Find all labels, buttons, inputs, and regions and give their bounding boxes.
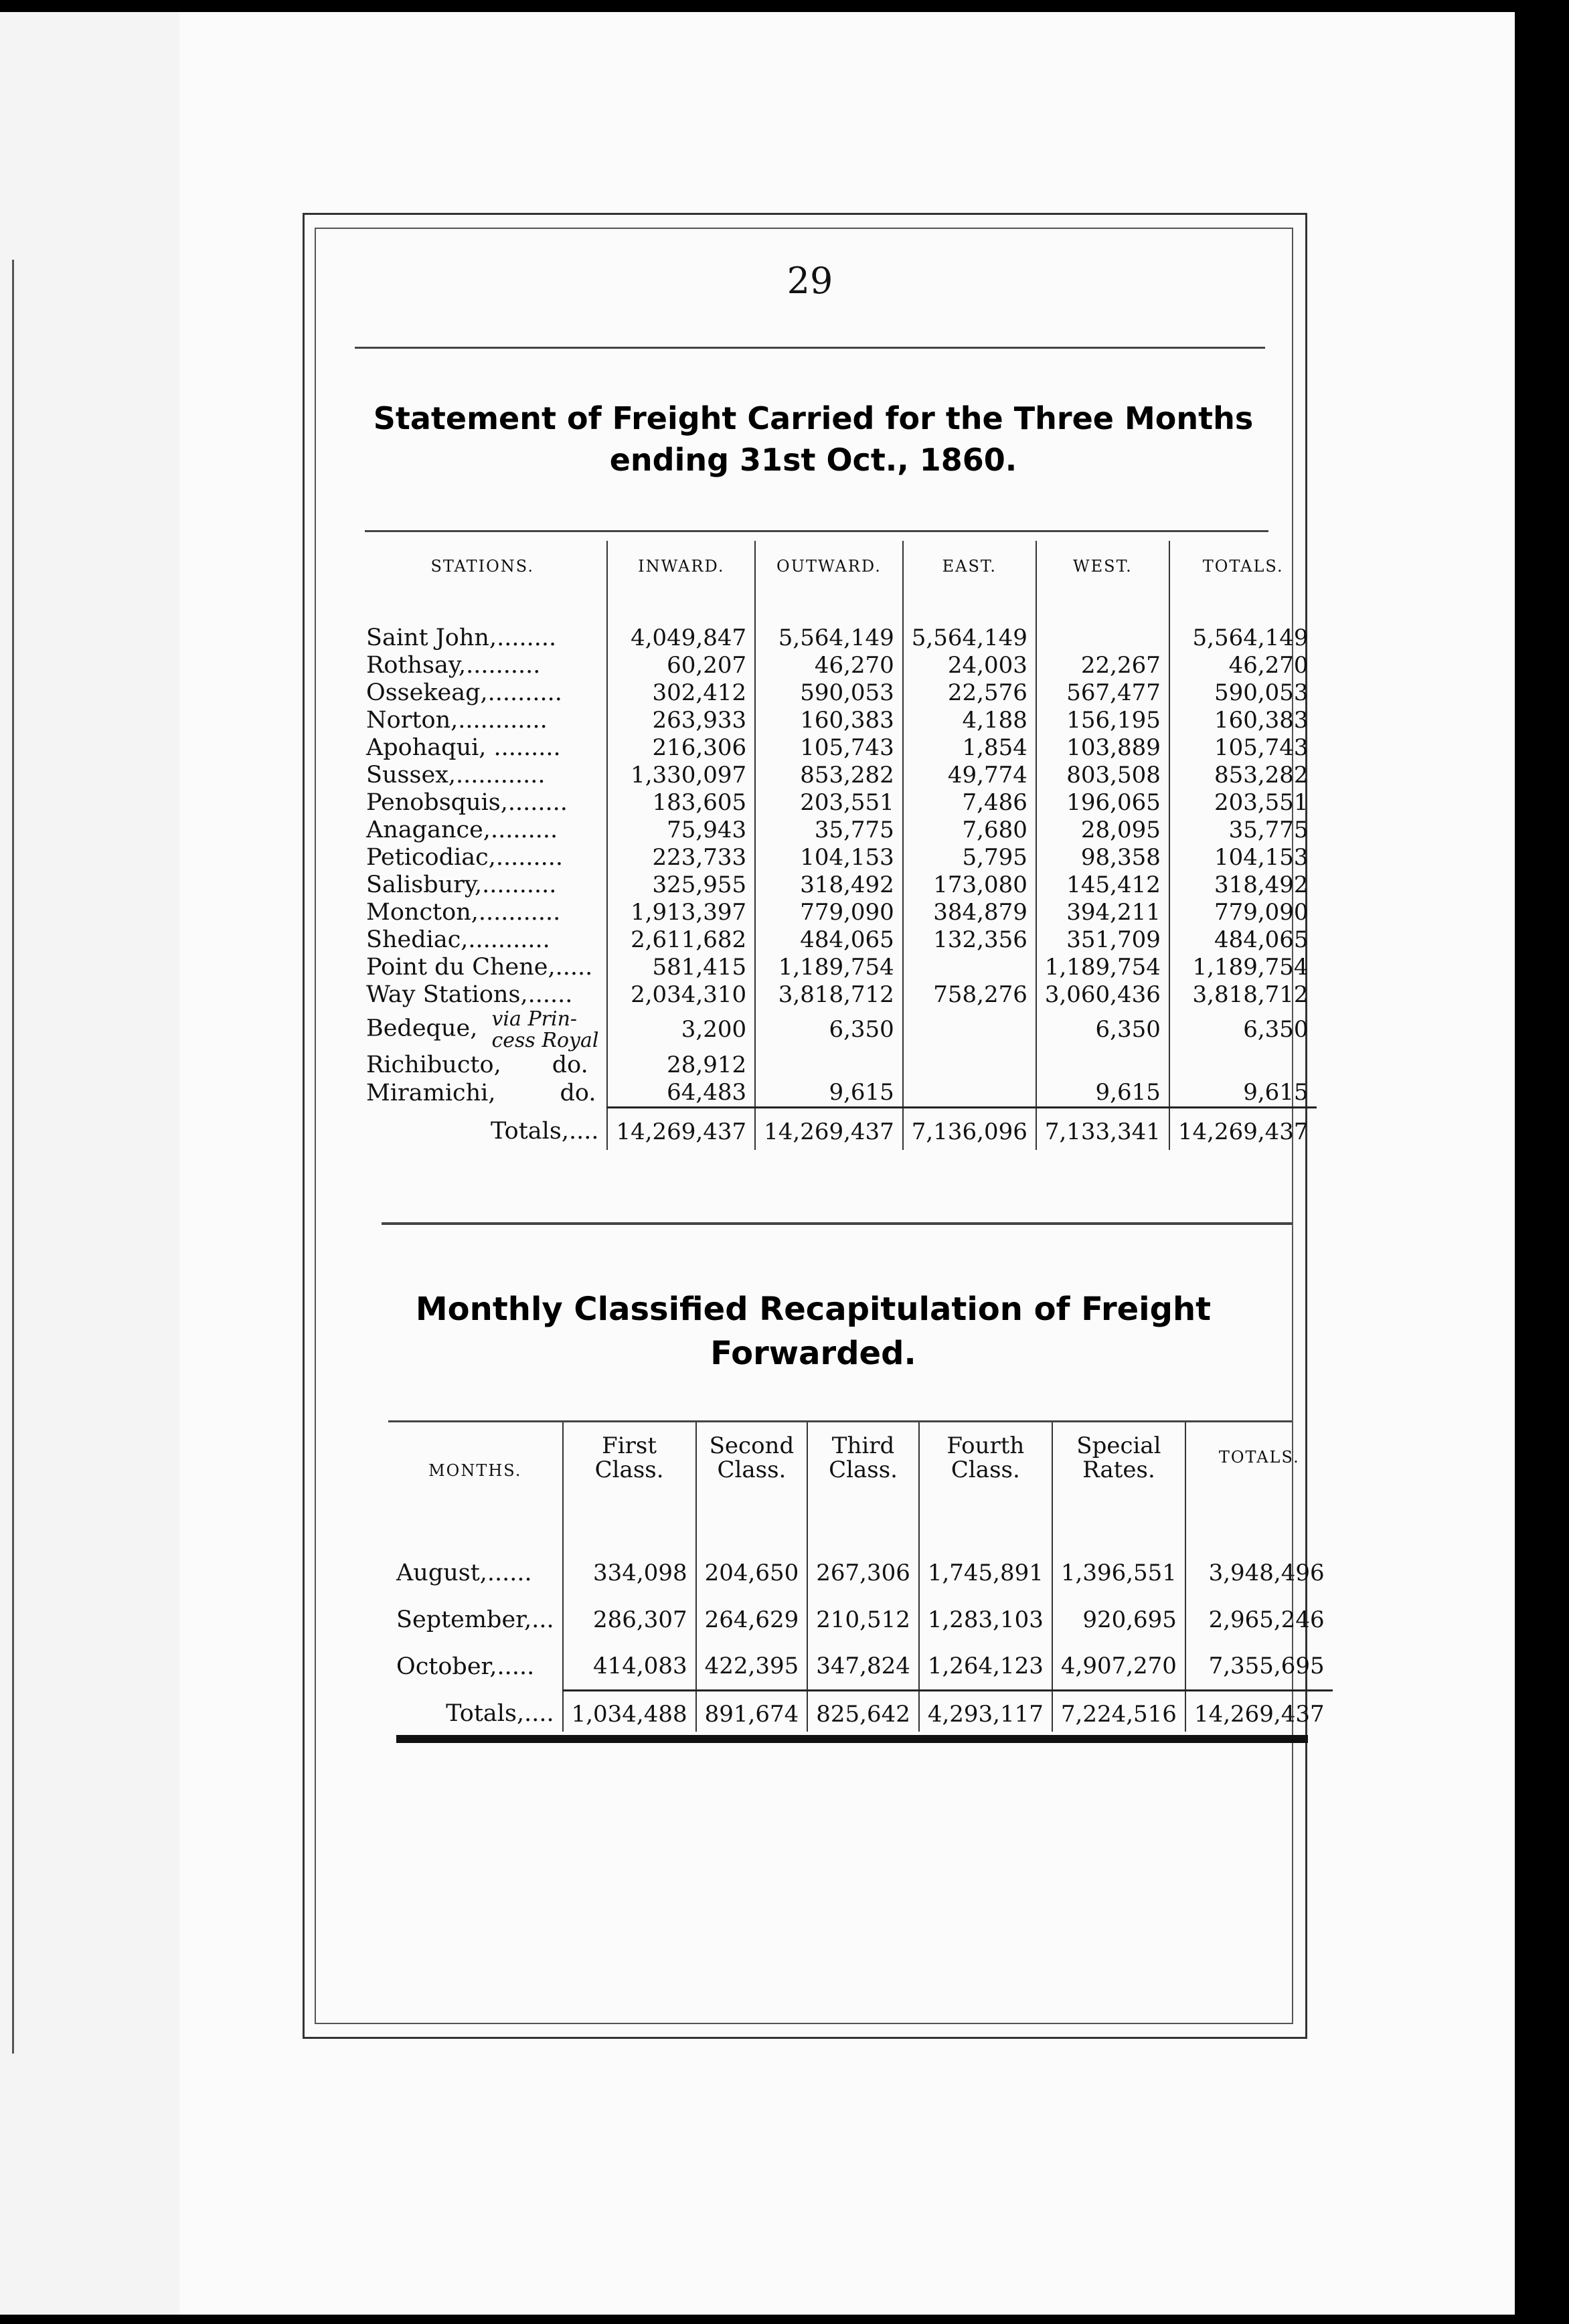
special-cell: 1,396,551: [1052, 1550, 1185, 1596]
east-cell: 5,564,149: [903, 624, 1036, 651]
outward-cell: 779,090: [755, 898, 903, 926]
station-name: Saint John,........: [366, 624, 557, 651]
table-row-miramichi: [358, 1079, 1317, 1107]
west-cell: 9,615: [1036, 1079, 1169, 1107]
east-cell: 4,188: [903, 706, 1036, 734]
table2-header-row: [388, 1422, 1333, 1550]
outward-cell: 1,189,754: [755, 953, 903, 981]
adjacent-page-edge: [0, 12, 181, 2315]
table1-top-rule: [365, 530, 1268, 532]
table-row: [388, 1596, 1333, 1643]
inward-cell: 2,034,310: [607, 981, 755, 1008]
header-rule: [355, 347, 1265, 349]
east-cell: 22,576: [903, 679, 1036, 706]
second-cell: 204,650: [696, 1550, 808, 1596]
totals-cell: 3,818,712: [1169, 981, 1317, 1008]
col-header-west: WEST.: [1036, 541, 1169, 624]
inward-cell: 2,611,682: [607, 926, 755, 953]
second-class-total: 891,674: [696, 1690, 808, 1732]
table-row-richibucto: [358, 1051, 1317, 1079]
inward-cell: 64,483: [607, 1079, 755, 1107]
monthly-recapitulation-table: [388, 1422, 1333, 1732]
table-row: [358, 624, 1317, 651]
table2-body: [388, 1550, 1333, 1690]
west-cell: 3,060,436: [1036, 981, 1169, 1008]
inward-cell: 325,955: [607, 871, 755, 898]
east-cell: 49,774: [903, 761, 1036, 788]
station-name: Shediac,...........: [366, 926, 550, 953]
col-header-special-rates: Special Rates.: [1052, 1422, 1185, 1550]
totals-label: Totals,....: [491, 1118, 599, 1145]
table-row: [358, 953, 1317, 981]
east-total: 7,136,096: [903, 1107, 1036, 1150]
outward-cell: 203,551: [755, 788, 903, 816]
table-row: [358, 734, 1317, 761]
outward-cell: 160,383: [755, 706, 903, 734]
outward-cell: 590,053: [755, 679, 903, 706]
inward-cell: 75,943: [607, 816, 755, 843]
table-row: [388, 1643, 1333, 1690]
totals-cell: 484,065: [1169, 926, 1317, 953]
outward-cell: 104,153: [755, 843, 903, 871]
totals-cell: 853,282: [1169, 761, 1317, 788]
west-cell: 98,358: [1036, 843, 1169, 871]
station-name: Norton,............: [366, 706, 548, 734]
totals-cell: 3,948,496: [1185, 1550, 1333, 1596]
fourth-cell: 1,283,103: [919, 1596, 1052, 1643]
east-cell: 7,680: [903, 816, 1036, 843]
inward-cell: 223,733: [607, 843, 755, 871]
west-cell: 1,189,754: [1036, 953, 1169, 981]
totals-cell: 105,743: [1169, 734, 1317, 761]
month-name: October,.....: [396, 1653, 535, 1680]
east-cell: 5,795: [903, 843, 1036, 871]
outward-cell: 5,564,149: [755, 624, 903, 651]
station-name: Rothsay,..........: [366, 651, 541, 679]
table-row: [358, 843, 1317, 871]
col-header-inward: INWARD.: [607, 541, 755, 624]
table-row: [358, 816, 1317, 843]
second-cell: 422,395: [696, 1643, 808, 1690]
first-cell: 334,098: [563, 1550, 696, 1596]
inward-cell: 1,913,397: [607, 898, 755, 926]
month-name: September,...: [396, 1606, 554, 1633]
first-class-total: 1,034,488: [563, 1690, 696, 1732]
col-header-second-class: Second Class.: [696, 1422, 808, 1550]
closing-thick-rule: [396, 1735, 1308, 1743]
west-cell: 6,350: [1036, 1008, 1169, 1051]
station-name: Miramichi, do.: [366, 1080, 596, 1106]
totals-cell: 9,615: [1169, 1079, 1317, 1107]
col-header-third-class: Third Class.: [807, 1422, 919, 1550]
totals-cell: 590,053: [1169, 679, 1317, 706]
table-row: [358, 871, 1317, 898]
outward-cell: 46,270: [755, 651, 903, 679]
col-header-fourth-class: Fourth Class.: [919, 1422, 1052, 1550]
station-name: Point du Chene,.....: [366, 953, 593, 981]
west-cell: 196,065: [1036, 788, 1169, 816]
inward-cell: 3,200: [607, 1008, 755, 1051]
fourth-cell: 1,264,123: [919, 1643, 1052, 1690]
fourth-cell: 1,745,891: [919, 1550, 1052, 1596]
totals-cell: 6,350: [1169, 1008, 1317, 1051]
table-row: [388, 1550, 1333, 1596]
grand-total: 14,269,437: [1169, 1107, 1317, 1150]
station-name: Anagance,.........: [366, 816, 558, 843]
inward-cell: 28,912: [607, 1051, 755, 1079]
station-name: Penobsquis,........: [366, 788, 568, 816]
totals-cell: 104,153: [1169, 843, 1317, 871]
east-cell: 173,080: [903, 871, 1036, 898]
third-class-total: 825,642: [807, 1690, 919, 1732]
west-cell: 394,211: [1036, 898, 1169, 926]
station-name: Sussex,............: [366, 761, 546, 788]
outward-total: 14,269,437: [755, 1107, 903, 1150]
first-cell: 414,083: [563, 1643, 696, 1690]
inward-cell: 581,415: [607, 953, 755, 981]
outward-cell: 105,743: [755, 734, 903, 761]
inward-cell: 216,306: [607, 734, 755, 761]
col-header-months: MONTHS.: [428, 1461, 522, 1480]
inward-cell: 302,412: [607, 679, 755, 706]
totals-cell: 318,492: [1169, 871, 1317, 898]
west-cell: 22,267: [1036, 651, 1169, 679]
outward-cell: 35,775: [755, 816, 903, 843]
table1-title-line2: ending 31st Oct., 1860.: [609, 442, 1017, 478]
outward-cell: 318,492: [755, 871, 903, 898]
fourth-class-total: 4,293,117: [919, 1690, 1052, 1732]
inward-total: 14,269,437: [607, 1107, 755, 1150]
via-note: via Prin- cess Royal: [491, 1007, 599, 1052]
station-name: Way Stations,......: [366, 981, 573, 1008]
table2-title-line1: Monthly Classified Recapitulation of Freight: [415, 1291, 1212, 1328]
second-cell: 264,629: [696, 1596, 808, 1643]
col-header-outward: OUTWARD.: [755, 541, 903, 624]
inward-cell: 60,207: [607, 651, 755, 679]
east-cell: 384,879: [903, 898, 1036, 926]
page-number: 29: [787, 260, 833, 302]
table2-title-line2: Forwarded.: [710, 1335, 916, 1372]
third-cell: 347,824: [807, 1643, 919, 1690]
table1-title-line1: Statement of Freight Carried for the Three Months: [373, 400, 1254, 436]
totals-cell: 7,355,695: [1185, 1643, 1333, 1690]
table-row: [358, 706, 1317, 734]
table1-bottom-rule: [382, 1222, 1292, 1225]
outward-cell: 6,350: [755, 1008, 903, 1051]
special-cell: 4,907,270: [1052, 1643, 1185, 1690]
station-name: Bedeque, via Prin- cess Royal: [366, 1007, 599, 1052]
special-cell: 920,695: [1052, 1596, 1185, 1643]
table-row: [358, 761, 1317, 788]
station-name: Peticodiac,.........: [366, 843, 563, 871]
totals-cell: 35,775: [1169, 816, 1317, 843]
outward-cell: 853,282: [755, 761, 903, 788]
table-row: [358, 898, 1317, 926]
east-cell: 132,356: [903, 926, 1036, 953]
inward-cell: 4,049,847: [607, 624, 755, 651]
west-cell: 567,477: [1036, 679, 1169, 706]
west-cell: 145,412: [1036, 871, 1169, 898]
table-row: [358, 679, 1317, 706]
outward-cell: 3,818,712: [755, 981, 903, 1008]
totals-cell: 46,270: [1169, 651, 1317, 679]
table-row: [358, 926, 1317, 953]
inward-cell: 183,605: [607, 788, 755, 816]
station-name: Salisbury,..........: [366, 871, 557, 898]
west-cell: [1036, 624, 1169, 651]
station-name: Ossekeag,..........: [366, 679, 562, 706]
west-cell: 351,709: [1036, 926, 1169, 953]
table-row: [358, 651, 1317, 679]
totals-cell: 2,965,246: [1185, 1596, 1333, 1643]
col-header-totals: TOTALS.: [1185, 1422, 1333, 1550]
table2-totals-row: [388, 1690, 1333, 1732]
east-cell: 1,854: [903, 734, 1036, 761]
col-header-stations: STATIONS.: [430, 557, 534, 576]
west-cell: 156,195: [1036, 706, 1169, 734]
east-cell: [903, 953, 1036, 981]
col-header-first-class: First Class.: [563, 1422, 696, 1550]
table1-totals-row: [358, 1107, 1317, 1150]
totals-cell: 160,383: [1169, 706, 1317, 734]
station-name: Richibucto, do.: [366, 1052, 588, 1078]
totals-cell: 779,090: [1169, 898, 1317, 926]
east-cell: [903, 1079, 1036, 1107]
east-cell: 24,003: [903, 651, 1036, 679]
west-total: 7,133,341: [1036, 1107, 1169, 1150]
station-name: Apohaqui, .........: [366, 734, 561, 761]
totals-cell: 5,564,149: [1169, 624, 1317, 651]
east-cell: 7,486: [903, 788, 1036, 816]
month-name: August,......: [396, 1560, 532, 1586]
west-cell: 28,095: [1036, 816, 1169, 843]
adjacent-page-rule: [12, 260, 14, 2054]
table-row: [358, 981, 1317, 1008]
station-name: Moncton,...........: [366, 898, 561, 926]
col-header-totals: TOTALS.: [1169, 541, 1317, 624]
outward-cell: 9,615: [755, 1079, 903, 1107]
west-cell: 803,508: [1036, 761, 1169, 788]
east-cell: [903, 1008, 1036, 1051]
third-cell: 267,306: [807, 1550, 919, 1596]
special-rates-total: 7,224,516: [1052, 1690, 1185, 1732]
table1-header-row: [358, 541, 1317, 624]
inward-cell: 263,933: [607, 706, 755, 734]
outward-cell: 484,065: [755, 926, 903, 953]
grand-total: 14,269,437: [1185, 1690, 1333, 1732]
east-cell: 758,276: [903, 981, 1036, 1008]
table-row: [358, 788, 1317, 816]
west-cell: 103,889: [1036, 734, 1169, 761]
table1-body: [358, 624, 1317, 1008]
third-cell: 210,512: [807, 1596, 919, 1643]
totals-label: Totals,....: [446, 1700, 554, 1727]
inward-cell: 1,330,097: [607, 761, 755, 788]
first-cell: 286,307: [563, 1596, 696, 1643]
totals-cell: 203,551: [1169, 788, 1317, 816]
col-header-east: EAST.: [903, 541, 1036, 624]
freight-statement-table: [358, 541, 1317, 1150]
table-row-bedeque: [358, 1008, 1317, 1051]
totals-cell: 1,189,754: [1169, 953, 1317, 981]
